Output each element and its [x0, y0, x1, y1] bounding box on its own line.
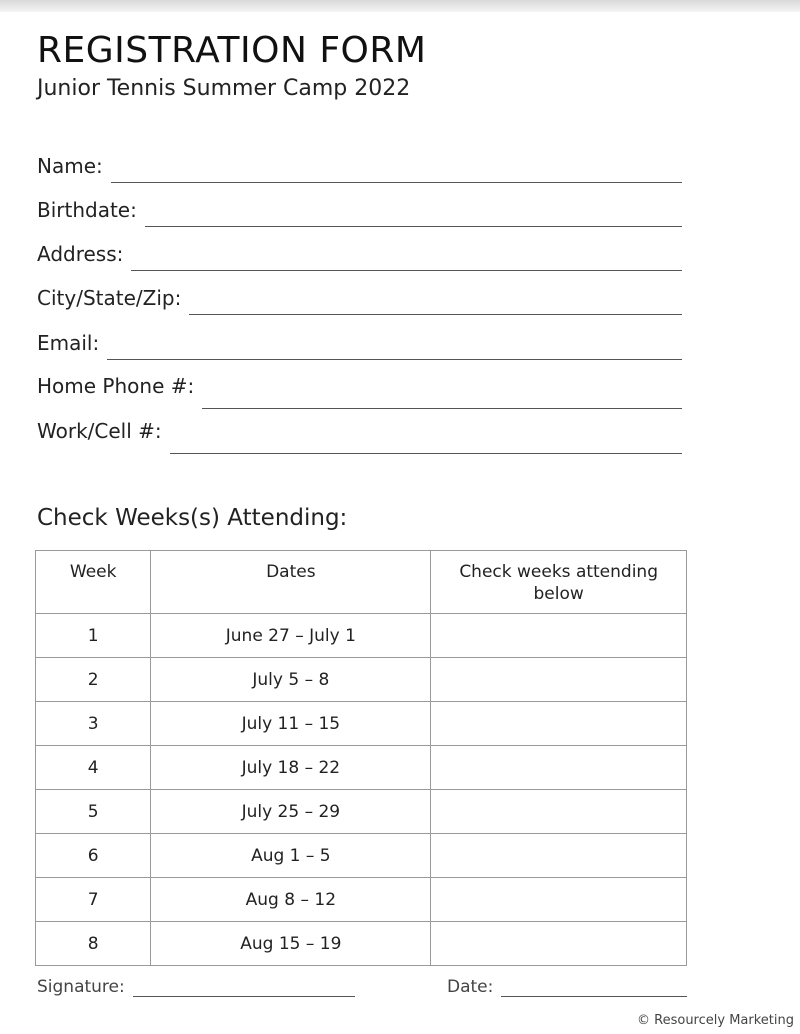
week-number: 8 — [36, 922, 151, 966]
table-row — [36, 658, 687, 702]
email-input-line[interactable] — [107, 331, 682, 360]
city-state-zip-field[interactable] — [37, 286, 682, 316]
weeks-table — [35, 550, 687, 966]
table-row — [36, 614, 687, 658]
email-label: Email: — [37, 331, 100, 355]
week-dates: July 11 – 15 — [151, 702, 431, 746]
name-field[interactable] — [37, 154, 682, 184]
form-subtitle: Junior Tennis Summer Camp 2022 — [37, 76, 411, 101]
home-phone-input-line[interactable] — [202, 374, 682, 409]
date-label: Date: — [447, 977, 494, 997]
city-state-zip-input-line[interactable] — [189, 286, 682, 315]
week-dates: July 25 – 29 — [151, 790, 431, 834]
signature-label: Signature: — [37, 977, 125, 997]
address-input-line[interactable] — [131, 242, 682, 271]
week-number: 7 — [36, 878, 151, 922]
work-cell-input-line[interactable] — [170, 419, 682, 454]
week-number: 4 — [36, 746, 151, 790]
week-number: 5 — [36, 790, 151, 834]
week-check-cell[interactable] — [431, 834, 687, 878]
table-row — [36, 746, 687, 790]
week-dates: July 18 – 22 — [151, 746, 431, 790]
name-label: Name: — [37, 154, 103, 178]
week-number: 1 — [36, 614, 151, 658]
dates-column-header: Dates — [151, 551, 431, 614]
table-row — [36, 702, 687, 746]
signature-field[interactable] — [37, 977, 355, 997]
week-check-cell[interactable] — [431, 614, 687, 658]
week-check-cell[interactable] — [431, 658, 687, 702]
weeks-table-header-row — [36, 551, 687, 614]
date-field[interactable] — [447, 977, 687, 997]
signature-input-line[interactable] — [133, 978, 355, 997]
email-field[interactable] — [37, 331, 682, 361]
week-check-cell[interactable] — [431, 878, 687, 922]
table-row — [36, 878, 687, 922]
week-number: 3 — [36, 702, 151, 746]
week-dates: July 5 – 8 — [151, 658, 431, 702]
date-input-line[interactable] — [501, 978, 687, 997]
week-number: 2 — [36, 658, 151, 702]
home-phone-field[interactable] — [37, 374, 682, 410]
city-state-zip-label: City/State/Zip: — [37, 286, 182, 310]
birthdate-field[interactable] — [37, 198, 682, 228]
week-column-header: Week — [36, 551, 151, 614]
week-dates: Aug 8 – 12 — [151, 878, 431, 922]
week-dates: Aug 1 – 5 — [151, 834, 431, 878]
copyright-credit: © Resourcely Marketing — [637, 1013, 794, 1028]
week-number: 6 — [36, 834, 151, 878]
birthdate-label: Birthdate: — [37, 198, 137, 222]
table-row — [36, 790, 687, 834]
weeks-section-title: Check Weeks(s) Attending: — [37, 505, 348, 531]
week-check-cell[interactable] — [431, 746, 687, 790]
week-dates: Aug 15 – 19 — [151, 922, 431, 966]
table-row — [36, 834, 687, 878]
address-field[interactable] — [37, 242, 682, 272]
week-check-cell[interactable] — [431, 790, 687, 834]
week-check-cell[interactable] — [431, 922, 687, 966]
address-label: Address: — [37, 242, 124, 266]
work-cell-field[interactable] — [37, 419, 682, 455]
week-check-cell[interactable] — [431, 702, 687, 746]
form-title: REGISTRATION FORM — [37, 30, 427, 71]
work-cell-label: Work/Cell #: — [37, 419, 162, 443]
check-column-header: Check weeks attending below — [431, 551, 687, 614]
week-dates: June 27 – July 1 — [151, 614, 431, 658]
table-row — [36, 922, 687, 966]
home-phone-label: Home Phone #: — [37, 374, 195, 398]
top-shadow-bar — [0, 0, 800, 12]
name-input-line[interactable] — [111, 154, 682, 183]
birthdate-input-line[interactable] — [145, 198, 682, 227]
